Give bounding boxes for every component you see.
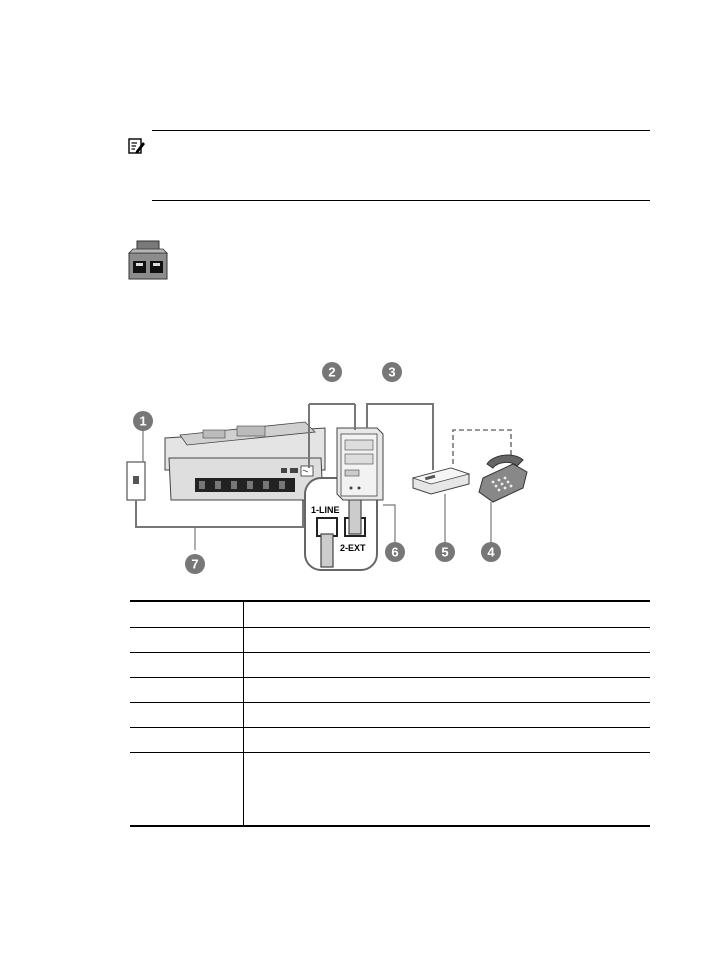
note-pencil-icon [128, 137, 146, 155]
legend-cell-description [244, 753, 651, 827]
svg-text:5: 5 [441, 544, 449, 560]
table-row [130, 728, 650, 753]
legend-cell-number [130, 678, 244, 703]
legend-header-row [130, 601, 650, 628]
computer-tower [337, 428, 383, 500]
svg-text:4: 4 [487, 544, 495, 560]
callout-6 [385, 542, 405, 562]
callout-4 [481, 542, 501, 562]
legend-cell-description [244, 678, 651, 703]
svg-text:7: 7 [191, 556, 199, 572]
printer [165, 422, 325, 500]
table-row [130, 653, 650, 678]
callout-7 [185, 554, 205, 574]
callout-2 [322, 362, 342, 382]
callout-3 [382, 362, 402, 382]
legend-cell-description [244, 728, 651, 753]
svg-text:6: 6 [391, 544, 399, 560]
legend-cell-description [244, 703, 651, 728]
telephone [479, 455, 527, 502]
legend-cell-number [130, 653, 244, 678]
note-top-rule [152, 130, 650, 131]
wall-jack [127, 462, 145, 500]
note-bottom-rule [152, 200, 650, 201]
legend-cell-number [130, 728, 244, 753]
connection-diagram [125, 360, 530, 575]
port-label-2-ext: 2-EXT [340, 543, 366, 553]
legend-table [130, 600, 650, 827]
legend-cell-number [130, 753, 244, 827]
callout-5 [435, 542, 455, 562]
svg-text:1: 1 [139, 413, 147, 429]
legend-cell-description [244, 628, 651, 653]
table-row [130, 753, 650, 827]
svg-text:3: 3 [388, 364, 396, 380]
callout-1 [133, 411, 153, 431]
legend-header-number [130, 601, 244, 628]
table-row [130, 628, 650, 653]
table-row [130, 703, 650, 728]
table-row [130, 678, 650, 703]
legend-cell-number [130, 703, 244, 728]
parallel-splitter-icon [126, 239, 170, 283]
svg-text:2: 2 [328, 364, 336, 380]
legend-cell-number [130, 628, 244, 653]
legend-header-description [244, 601, 651, 628]
answering-machine [413, 468, 469, 494]
port-label-1-line: 1-LINE [311, 505, 340, 515]
legend-cell-description [244, 653, 651, 678]
